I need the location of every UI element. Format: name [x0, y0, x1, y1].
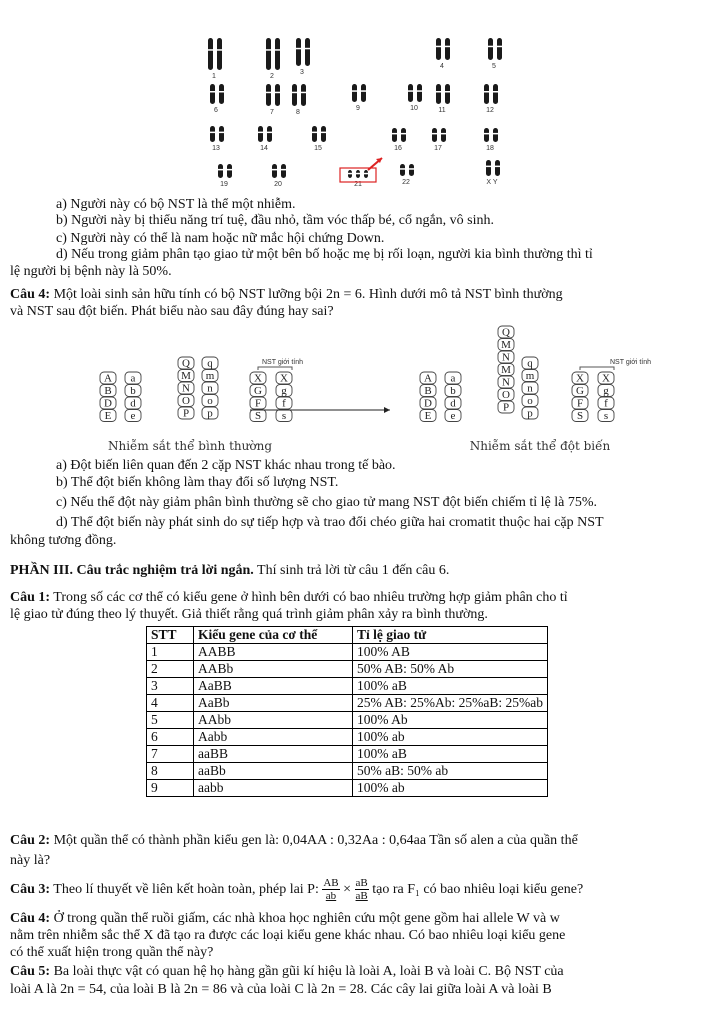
chromosome-band — [266, 92, 271, 94]
part3-title: PHẦN III. Câu trắc nghiệm trả lời ngắn. — [10, 563, 254, 578]
q4-option-d: d) Thể đột biến này phát sinh do sự tiếp hợp và trao đổi chéo giữa hai cromatit thuộc hai cặp NST — [56, 515, 604, 530]
chromosome — [217, 38, 222, 70]
chromosome-band — [486, 166, 491, 168]
chromosome-band — [348, 173, 352, 175]
table-header-row — [147, 627, 548, 644]
sex-chromosome-2 — [276, 372, 292, 422]
q2-label: Câu 2: — [10, 833, 51, 848]
chromosome-number: 18 — [486, 145, 494, 152]
chromosome-band — [219, 132, 224, 134]
table-cell: 6 — [147, 729, 194, 746]
chromosome-number: 20 — [274, 181, 282, 188]
chromosome — [436, 84, 441, 104]
chromosome-band — [400, 168, 405, 170]
chromosome — [272, 164, 277, 178]
chromosome-band — [321, 132, 326, 134]
gene-label: M — [501, 364, 511, 376]
gene-label: n — [527, 382, 533, 395]
chromosome-band — [436, 46, 441, 48]
chromosome-band — [275, 49, 280, 51]
chromosome — [312, 126, 317, 142]
chromosome-number: 21 — [354, 181, 362, 188]
chromosome-band — [281, 169, 286, 171]
gene-label: o — [207, 395, 213, 407]
mutant-sex-chromosome-1 — [572, 372, 588, 422]
times-sign: × — [343, 882, 352, 897]
gene-label: O — [182, 395, 190, 407]
chromosome — [267, 126, 272, 142]
table-cell: 100% Ab — [353, 712, 548, 729]
table-row — [147, 661, 548, 678]
chromosome-band — [484, 133, 489, 135]
chromosome-band — [484, 91, 489, 93]
chromosome — [208, 38, 213, 70]
gene-label: G — [576, 385, 584, 397]
chromosome — [445, 38, 450, 60]
chromosome-band — [292, 92, 297, 94]
table-header-cell: Kiểu gene của cơ thể — [194, 627, 353, 644]
chromosome — [497, 38, 502, 60]
chromosome — [210, 126, 215, 142]
mutant-chromosome-2-paternal — [522, 357, 538, 420]
gene-label: p — [527, 407, 533, 420]
caption-mutant: Nhiễm sắt thể đột biến — [469, 439, 611, 453]
q4b-stem-cont2: có thể xuất hiện trong quần thể này? — [10, 945, 214, 960]
q3-option-a: a) Người này có bộ NST là thể một nhiễm. — [56, 197, 296, 212]
chromosome — [266, 84, 271, 106]
chromosome-band — [361, 90, 366, 92]
gene-label: N — [502, 351, 510, 364]
chromosome — [292, 84, 297, 106]
gene-label: S — [254, 410, 262, 422]
gene-label: P — [182, 407, 190, 420]
q4-label: Câu 4: — [10, 287, 51, 302]
chromosome-band — [305, 48, 310, 50]
chromosome — [210, 84, 215, 104]
gene-label: D — [424, 397, 432, 410]
table-cell: 1 — [147, 644, 194, 661]
part3-note: Thí sinh trả lời từ câu 1 đến câu 6. — [253, 563, 450, 578]
chromosome-band — [218, 169, 223, 171]
gene-label: g — [603, 385, 609, 397]
table-cell: aaBB — [194, 746, 353, 763]
chromosome — [493, 128, 498, 142]
mutant-chromosome-1-maternal — [420, 372, 436, 422]
gene-label: a — [130, 372, 136, 385]
chromosome — [258, 126, 263, 142]
table-cell: aaBb — [194, 763, 353, 780]
chromosome-band — [296, 48, 301, 50]
chromosome-number: 4 — [440, 63, 444, 70]
gene-label: e — [450, 410, 456, 422]
chromosome-band — [217, 49, 222, 51]
chromosome — [436, 38, 441, 60]
q2-stem — [10, 833, 717, 849]
table-row — [147, 678, 548, 695]
chromosome — [408, 84, 413, 102]
chromosome-number: 8 — [296, 109, 300, 116]
gene-label: X — [602, 372, 610, 385]
gene-label: F — [254, 397, 262, 410]
chromosome — [219, 84, 224, 104]
caption-normal: Nhiễm sắt thể bình thường — [107, 439, 273, 453]
chromosome-2-maternal — [178, 357, 194, 420]
gene-label: E — [104, 410, 112, 422]
table-row — [147, 712, 548, 729]
q1-stem — [10, 590, 717, 606]
q4-text: Một loài sinh sản hữu tính có bộ NST lưỡng bội 2n = 6. Hình dưới mô tả NST bình thường — [50, 287, 563, 302]
chromosome-band — [356, 173, 360, 175]
q1-text: Trong số các cơ thể có kiểu gene ở hình bên dưới có bao nhiêu trường hợp giảm phân cho tỉ — [50, 590, 568, 605]
chromosome-number: 16 — [394, 145, 402, 152]
q3-stem — [10, 877, 717, 903]
table-header-cell: STT — [147, 627, 194, 644]
chromosome-band — [409, 168, 414, 170]
gene-label: P — [502, 401, 510, 414]
sex-bracket — [580, 367, 614, 370]
chromosome-number: 9 — [356, 105, 360, 112]
chromosome — [275, 84, 280, 106]
chromosome-band — [445, 46, 450, 48]
chromosome-band — [258, 132, 263, 134]
gene-label: G — [254, 385, 262, 397]
gene-label: Q — [182, 357, 190, 370]
q4-stem — [10, 287, 717, 303]
chromosome — [296, 38, 301, 66]
table-cell: AaBb — [194, 695, 353, 712]
chromosome-band — [208, 49, 213, 51]
gene-label: N — [502, 376, 510, 389]
table-header-cell: Tỉ lệ giao tử — [353, 627, 548, 644]
gene-label: p — [207, 407, 213, 420]
table-cell: 100% aB — [353, 746, 548, 763]
gene-label: X — [576, 372, 584, 385]
gene-label: a — [450, 372, 456, 385]
gene-label: n — [207, 382, 213, 395]
gene-label: F — [576, 397, 584, 410]
chromosome — [321, 126, 326, 142]
gene-label: f — [604, 397, 608, 410]
table-cell: AABB — [194, 644, 353, 661]
gene-label: A — [104, 372, 112, 385]
sex-label-right: NST giới tính — [610, 359, 652, 366]
q5-stem — [10, 964, 717, 980]
parent1-bottom: ab — [325, 890, 337, 903]
gene-label: s — [281, 410, 287, 422]
chromosome — [495, 160, 500, 176]
table-cell: AAbb — [194, 712, 353, 729]
parent2-top: aB — [355, 877, 368, 890]
mutant-chromosome-1-paternal — [445, 372, 461, 422]
q1-stem-cont: lệ giao tử đúng theo lý thuyết. Giả thiết rằng quá trình giảm phân xảy ra bình thường. — [10, 607, 488, 622]
chromosome-band — [210, 132, 215, 134]
q3-label: Câu 3: — [10, 882, 51, 897]
chromosome — [432, 128, 437, 142]
chromosome — [392, 128, 397, 142]
q3-text: Theo lí thuyết về liên kết hoàn toàn, phép lai P: — [50, 882, 323, 897]
table-cell: 100% AB — [353, 644, 548, 661]
chromosome-number: 2 — [270, 73, 274, 80]
q3-option-d-cont: lệ người bị bệnh này là 50%. — [10, 264, 172, 279]
table-cell: 9 — [147, 780, 194, 797]
chromosome-band — [275, 92, 280, 94]
q3-option-c: c) Người này có thể là nam hoặc nữ mắc hội chứng Down. — [56, 231, 385, 246]
q2-text: Một quần thể có thành phần kiểu gen là: 0,04AA : 0,32Aa : 0,64aa Tần số alen a của quần thể — [50, 833, 578, 848]
chromosome — [219, 126, 224, 142]
gene-label: b — [130, 385, 136, 397]
chromosome-number: 5 — [492, 63, 496, 70]
chromosome — [484, 128, 489, 142]
karyotype-image — [190, 30, 510, 190]
gene-label: S — [576, 410, 584, 422]
chromosome-band — [401, 133, 406, 135]
chromosome-2-paternal — [202, 357, 218, 420]
gene-label: A — [424, 372, 432, 385]
gene-label: M — [181, 370, 191, 382]
table-row — [147, 746, 548, 763]
gene-label: o — [527, 395, 533, 407]
parent2-bottom: aB — [355, 890, 368, 903]
chromosome-number: X Y — [486, 179, 498, 186]
q2-stem-cont: này là? — [10, 853, 51, 868]
table-cell: 25% AB: 25%Ab: 25%aB: 25%ab — [353, 695, 548, 712]
q5-text: Ba loài thực vật có quan hệ họ hàng gần gũi kí hiệu là loài A, loài B và loài C. Bộ NST của — [50, 964, 564, 979]
chromosome-band — [227, 169, 232, 171]
chromosome-band — [436, 91, 441, 93]
table-cell: aabb — [194, 780, 353, 797]
chromosome-number: 11 — [438, 107, 446, 114]
chromosome-number: 10 — [410, 105, 418, 112]
q4-option-a: a) Đột biến liên quan đến 2 cặp NST khác nhau trong tế bào. — [56, 458, 396, 473]
chromosome — [488, 38, 493, 60]
table-row — [147, 729, 548, 746]
chromosome-band — [312, 132, 317, 134]
gene-label: X — [254, 372, 262, 385]
chromosome-number: 1 — [212, 73, 216, 80]
chromosome — [305, 38, 310, 66]
table-cell: Aabb — [194, 729, 353, 746]
table-row — [147, 644, 548, 661]
gene-label: X — [280, 372, 288, 385]
chromosome — [301, 84, 306, 106]
chromosome-band — [493, 91, 498, 93]
parent2-genotype — [355, 877, 369, 902]
chromosome-number: 3 — [300, 69, 304, 76]
chromosome-band — [219, 91, 224, 93]
parent1-top: AB — [323, 877, 339, 890]
chromosome-1-paternal — [125, 372, 141, 422]
chromosome-band — [445, 91, 450, 93]
chromosome — [417, 84, 422, 102]
chromosome-band — [352, 90, 357, 92]
table-cell: 3 — [147, 678, 194, 695]
table-cell: AaBB — [194, 678, 353, 695]
gene-label: O — [502, 389, 510, 401]
chromosome — [400, 164, 405, 176]
chromosome-band — [493, 133, 498, 135]
part3-heading — [10, 563, 717, 579]
q4b-label: Câu 4: — [10, 911, 51, 926]
gene-label: E — [424, 410, 432, 422]
chromosome-band — [272, 169, 277, 171]
chromosome — [275, 38, 280, 70]
chromosome — [281, 164, 286, 178]
chromosome-band — [432, 133, 437, 135]
chromosome-number: 14 — [260, 145, 268, 152]
chromosome-number: 7 — [270, 109, 274, 116]
parent1-genotype — [322, 877, 339, 902]
table-row — [147, 695, 548, 712]
chromosome-number: 17 — [434, 145, 442, 152]
chromosome — [361, 84, 366, 102]
gene-label: M — [501, 339, 511, 351]
gene-label: D — [104, 397, 112, 410]
chromosome-number: 6 — [214, 107, 218, 114]
chromosome-band — [392, 133, 397, 135]
chromosome-band — [210, 91, 215, 93]
gene-label: s — [603, 410, 609, 422]
table-row — [147, 763, 548, 780]
q4b-text: Ở trong quần thể ruồi giấm, các nhà khoa học nghiên cứu một gene gồm hai allele W và w — [50, 911, 560, 926]
q4-option-c: c) Nếu thể đột này giảm phân bình thường sẽ cho giao tử mang NST đột biến chiếm tỉ lệ là 75%. — [56, 495, 597, 510]
gene-label: d — [130, 397, 136, 410]
gene-label: B — [424, 385, 432, 397]
q4-option-d-cont: không tương đồng. — [10, 533, 117, 548]
chromosome-band — [301, 92, 306, 94]
chromosome-band — [417, 90, 422, 92]
arrow-right-icon — [384, 407, 390, 413]
table-cell: 8 — [147, 763, 194, 780]
table-cell: 50% AB: 50% Ab — [353, 661, 548, 678]
chromosome — [445, 84, 450, 104]
gene-label: m — [205, 370, 215, 382]
chromosome — [401, 128, 406, 142]
sex-label-left: NST giới tính — [262, 359, 304, 366]
q5-stem-cont: loài A là 2n = 54, của loài B là 2n = 86 và của loài C là 2n = 28. Các cây lai giữa loài A và loài B — [10, 982, 552, 997]
chromosome-1-maternal — [100, 372, 116, 422]
table-cell: 7 — [147, 746, 194, 763]
gene-label: B — [104, 385, 112, 397]
chromosome-number: 12 — [486, 107, 494, 114]
chromosome — [486, 160, 491, 176]
chromosome-number: 15 — [314, 145, 322, 152]
chromosome — [218, 164, 223, 178]
q4b-stem — [10, 911, 717, 927]
q4-option-b: b) Thể đột biến không làm thay đổi số lượng NST. — [56, 475, 339, 490]
table-cell: 5 — [147, 712, 194, 729]
gene-label: d — [450, 397, 456, 410]
table-cell: 100% ab — [353, 729, 548, 746]
gene-label: f — [282, 397, 286, 410]
chromosome — [441, 128, 446, 142]
q1-label: Câu 1: — [10, 590, 51, 605]
chromosome — [266, 38, 271, 70]
q5-label: Câu 5: — [10, 964, 51, 979]
chromosome-band — [364, 173, 368, 175]
table-cell: 100% ab — [353, 780, 548, 797]
chromosome-band — [408, 90, 413, 92]
table-row — [147, 780, 548, 797]
gene-label: b — [450, 385, 456, 397]
q3-option-d: d) Nếu trong giảm phân tạo giao tử một bên bố hoặc mẹ bị rối loạn, người kia bình thường thì tỉ — [56, 247, 593, 262]
sex-chromosome-1 — [250, 372, 266, 422]
mutant-chromosome-2-maternal — [498, 326, 514, 414]
chromosome — [493, 84, 498, 104]
chromosome-number: 22 — [402, 179, 410, 186]
gene-label: g — [281, 385, 287, 397]
chromosome-number: 19 — [220, 181, 228, 188]
chromosome-band — [441, 133, 446, 135]
chromosome — [409, 164, 414, 176]
gene-label: q — [527, 357, 533, 370]
q4-stem-cont: và NST sau đột biến. Phát biểu nào sau đây đúng hay sai? — [10, 304, 334, 319]
chromosome — [352, 84, 357, 102]
table-cell: 50% aB: 50% ab — [353, 763, 548, 780]
genotype-table — [146, 626, 548, 797]
chromosome — [484, 84, 489, 104]
table-cell: 100% aB — [353, 678, 548, 695]
q3-option-b: b) Người này bị thiểu năng trí tuệ, đầu nhỏ, tầm vóc thấp bé, cổ ngắn, vô sinh. — [56, 213, 495, 228]
table-cell: 2 — [147, 661, 194, 678]
q4b-stem-cont: nằm trên nhiễm sắc thể X đã tạo ra được các loại kiểu gene khác nhau. Có bao nhiêu loại kiểu gene — [10, 928, 566, 943]
chromosome — [227, 164, 232, 178]
gene-label: e — [130, 410, 136, 422]
chromosome-band — [495, 166, 500, 168]
q3-text-end: tạo ra F₁ có bao nhiêu loại kiểu gene? — [368, 882, 584, 897]
chromosome-band — [267, 132, 272, 134]
gene-label: m — [525, 370, 535, 382]
chromosome-band — [266, 49, 271, 51]
gene-label: q — [207, 357, 213, 370]
sex-bracket — [258, 367, 292, 370]
chromosome-band — [488, 46, 493, 48]
chromosome-number: 13 — [212, 145, 220, 152]
chromosome-diagram — [90, 322, 670, 456]
gene-label: N — [182, 382, 190, 395]
chromosome-band — [497, 46, 502, 48]
gene-label: Q — [502, 326, 510, 339]
mutant-sex-chromosome-2 — [598, 372, 614, 422]
table-cell: AABb — [194, 661, 353, 678]
table-cell: 4 — [147, 695, 194, 712]
